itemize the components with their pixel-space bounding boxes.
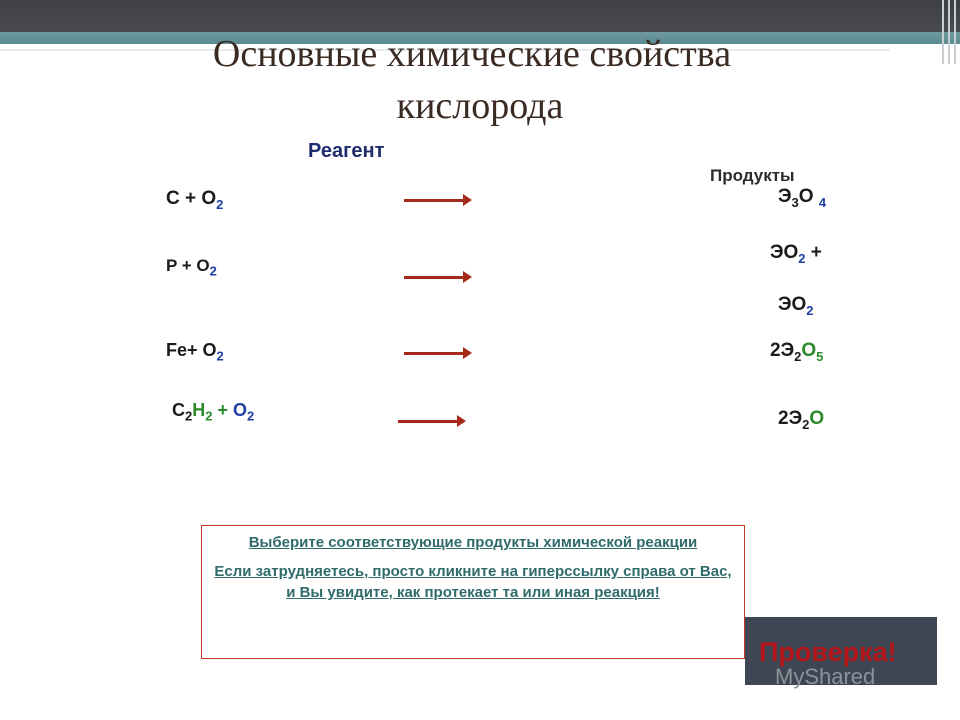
product-3[interactable]: $ЭO_2$ — [778, 294, 814, 318]
instruction-box — [201, 525, 745, 659]
arrow-reaction-2 — [404, 276, 466, 279]
check-button-label: Проверка! — [759, 637, 897, 667]
reaction-iron: $Fe+ O_2$ — [166, 340, 224, 364]
arrow-reaction-3 — [404, 352, 466, 355]
arrow-reaction-4 — [398, 420, 460, 423]
reaction-carbon: $C + O_2$ — [166, 188, 224, 212]
product-1[interactable]: $Э_3O$ $_4$ — [778, 186, 827, 210]
reagent-header: Реагент — [308, 140, 385, 162]
arrow-reaction-1 — [404, 199, 466, 202]
reaction-phosphorus: $P + O_2$ — [166, 256, 217, 279]
top-banner — [0, 0, 960, 32]
watermark: MyShared — [775, 664, 876, 689]
products-header: Продукты — [710, 166, 795, 185]
reaction-acetylene: $C_2H_2 + O_2$ — [172, 400, 255, 424]
slide-title-line2: кислорода — [396, 85, 564, 127]
slide-title-line1: Основные химические свойства — [212, 33, 732, 75]
product-4[interactable]: $2Э_2O_5$ — [770, 340, 824, 364]
product-5[interactable]: $2Э_2O$ — [778, 408, 825, 432]
product-2[interactable]: $ЭO_2$ + — [770, 242, 822, 266]
instruction-link-choose[interactable]: Выберите соответствующие продукты химической реакции — [248, 534, 698, 551]
instruction-link-help[interactable]: Если затрудняетесь, просто кликните на гиперссылку справа от Вас, и Вы увидите, как протекает та или иная реакция! — [214, 563, 732, 601]
